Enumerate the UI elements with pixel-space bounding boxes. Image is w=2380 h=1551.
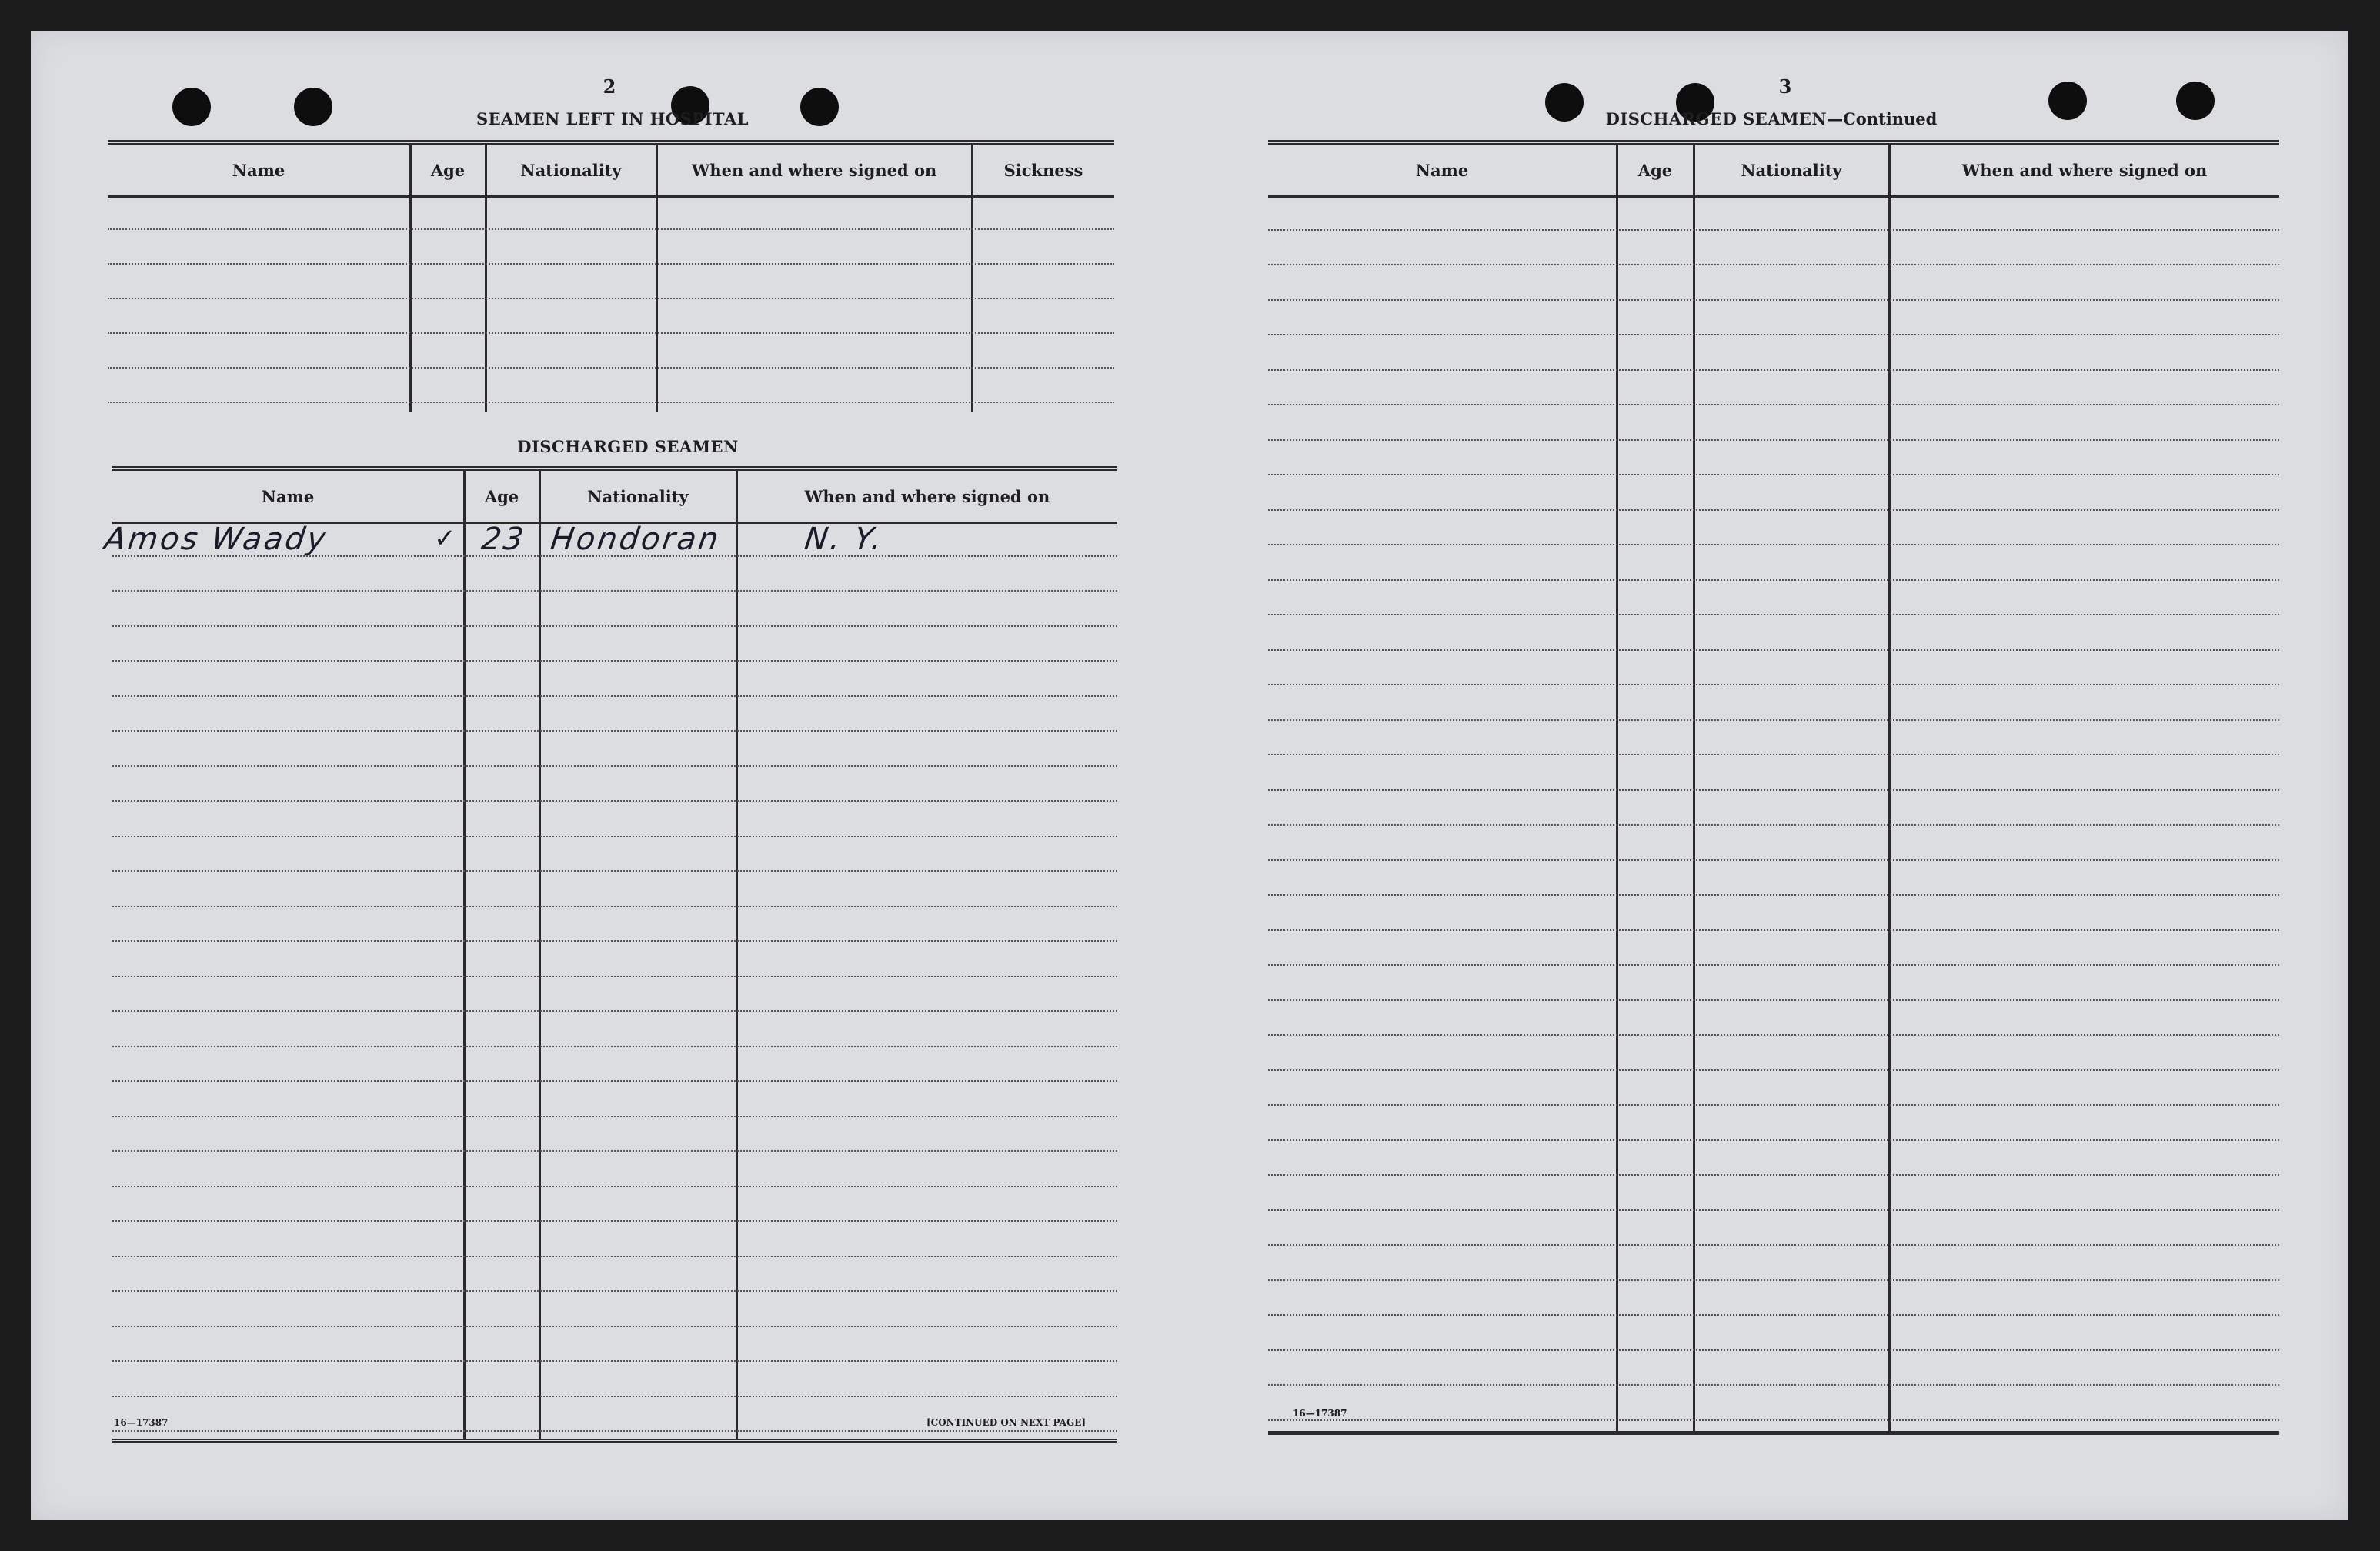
hospital-table [108, 140, 1114, 412]
table-row [112, 800, 1117, 802]
table-row [1268, 264, 2279, 265]
entry-age: 23 [479, 522, 529, 557]
table-row [1268, 754, 2279, 755]
table-row [112, 906, 1117, 907]
table-row [108, 402, 1114, 403]
column-divider [539, 471, 541, 1439]
page-number-left: 2 [603, 75, 616, 98]
discharged-table-header [112, 471, 1117, 524]
table-row [1268, 509, 2279, 511]
discharged-continued-title-suffix: —Continued [1827, 109, 1938, 128]
table-row [112, 695, 1117, 697]
col-header-name: Name [232, 160, 285, 180]
col-header-nationality: Nationality [1741, 160, 1842, 180]
entry-nationality: Hondoran [548, 522, 723, 557]
discharged-continued-title [1606, 109, 1938, 128]
punch-hole [1545, 83, 1584, 122]
table-row [1268, 1034, 2279, 1036]
entry-name: Amos Waady [102, 522, 331, 557]
table-row [1268, 1209, 2279, 1211]
table-row [1268, 894, 2279, 896]
col-header-signed-on: When and where signed on [1961, 160, 2208, 180]
discharged-table-title: DISCHARGED SEAMEN [517, 437, 739, 456]
entry-signed-on: N. Y. [802, 522, 886, 557]
table-row [108, 263, 1114, 265]
form-code-left: 16—17387 [114, 1417, 169, 1428]
table-row [1268, 964, 2279, 966]
form-code-right: 16—17387 [1293, 1408, 1347, 1419]
col-header-nationality: Nationality [587, 486, 689, 506]
table-row [112, 625, 1117, 627]
table-row [1268, 684, 2279, 685]
table-row [108, 298, 1114, 299]
table-row [112, 1046, 1117, 1047]
table-row [1268, 579, 2279, 581]
table-row [1268, 1104, 2279, 1106]
column-divider [971, 145, 973, 412]
table-row [1268, 859, 2279, 861]
discharged-table [102, 466, 1117, 1443]
table-row [112, 765, 1117, 767]
table-row [1268, 1174, 2279, 1176]
table-row [1268, 544, 2279, 545]
column-divider [485, 145, 487, 412]
column-divider [463, 471, 466, 1439]
document-sheet [31, 31, 2348, 1520]
column-divider [656, 145, 658, 412]
table-row [112, 1116, 1117, 1117]
table-row [112, 1360, 1117, 1362]
col-header-sickness: Sickness [1003, 160, 1083, 180]
table-row [112, 1256, 1117, 1257]
table-row [1268, 404, 2279, 405]
table-row [1268, 1419, 2279, 1421]
table-row [112, 1010, 1117, 1012]
table-row [1268, 1384, 2279, 1386]
table-row [112, 1430, 1117, 1432]
table-row [1268, 439, 2279, 441]
table-row [112, 730, 1117, 732]
table-row [1268, 369, 2279, 371]
discharged-continued-header [1268, 145, 2279, 198]
column-divider [1616, 145, 1618, 1431]
table-row [1268, 334, 2279, 335]
table-row [112, 1186, 1117, 1187]
punch-hole [2176, 82, 2215, 120]
discharged-continued-title-main: DISCHARGED SEAMEN [1605, 109, 1828, 128]
table-row [1268, 719, 2279, 721]
col-header-age: Age [1637, 160, 1673, 180]
table-row [112, 1326, 1117, 1327]
table-row [112, 870, 1117, 872]
table-row [112, 1396, 1117, 1397]
column-divider [1693, 145, 1695, 1431]
col-header-age: Age [484, 486, 519, 506]
punch-hole [294, 88, 332, 126]
continued-note: [CONTINUED ON NEXT PAGE] [926, 1417, 1087, 1428]
column-divider [1888, 145, 1891, 1431]
table-row [112, 836, 1117, 837]
col-header-signed-on: When and where signed on [691, 160, 937, 180]
table-row [1268, 614, 2279, 615]
table-row [1268, 474, 2279, 475]
table-row [112, 940, 1117, 942]
table-row [1268, 229, 2279, 231]
table-row [1268, 929, 2279, 931]
table-row [1268, 649, 2279, 651]
table-row [112, 1150, 1117, 1152]
column-divider [409, 145, 412, 412]
punch-hole [2048, 82, 2087, 120]
table-row [1268, 1069, 2279, 1071]
table-row [112, 1220, 1117, 1222]
table-row [112, 976, 1117, 977]
col-header-nationality: Nationality [520, 160, 622, 180]
punch-hole [172, 88, 211, 126]
table-row [112, 660, 1117, 662]
table-row [1268, 1349, 2279, 1351]
hospital-table-title: SEAMEN LEFT IN HOSPITAL [476, 109, 749, 128]
column-divider [736, 471, 738, 1439]
discharged-continued-table [1268, 140, 2279, 1435]
col-header-signed-on: When and where signed on [804, 486, 1050, 506]
page-number-right: 3 [1778, 75, 1792, 98]
table-row [108, 228, 1114, 230]
col-header-name: Name [1415, 160, 1469, 180]
table-row [1268, 1244, 2279, 1246]
table-row [112, 555, 1117, 557]
table-row [112, 590, 1117, 592]
table-row [112, 1080, 1117, 1082]
table-row [1268, 789, 2279, 791]
table-row [108, 367, 1114, 369]
col-header-name: Name [261, 486, 315, 506]
table-row [112, 1290, 1117, 1292]
col-header-age: Age [430, 160, 466, 180]
table-row [108, 332, 1114, 334]
table-row [1268, 824, 2279, 826]
table-row [1268, 1314, 2279, 1316]
hospital-table-header [108, 145, 1114, 198]
table-row [1268, 1279, 2279, 1281]
check-mark: ✓ [434, 523, 456, 554]
table-row [1268, 999, 2279, 1001]
table-row [1268, 1139, 2279, 1141]
punch-hole [800, 88, 839, 126]
table-row [1268, 299, 2279, 301]
